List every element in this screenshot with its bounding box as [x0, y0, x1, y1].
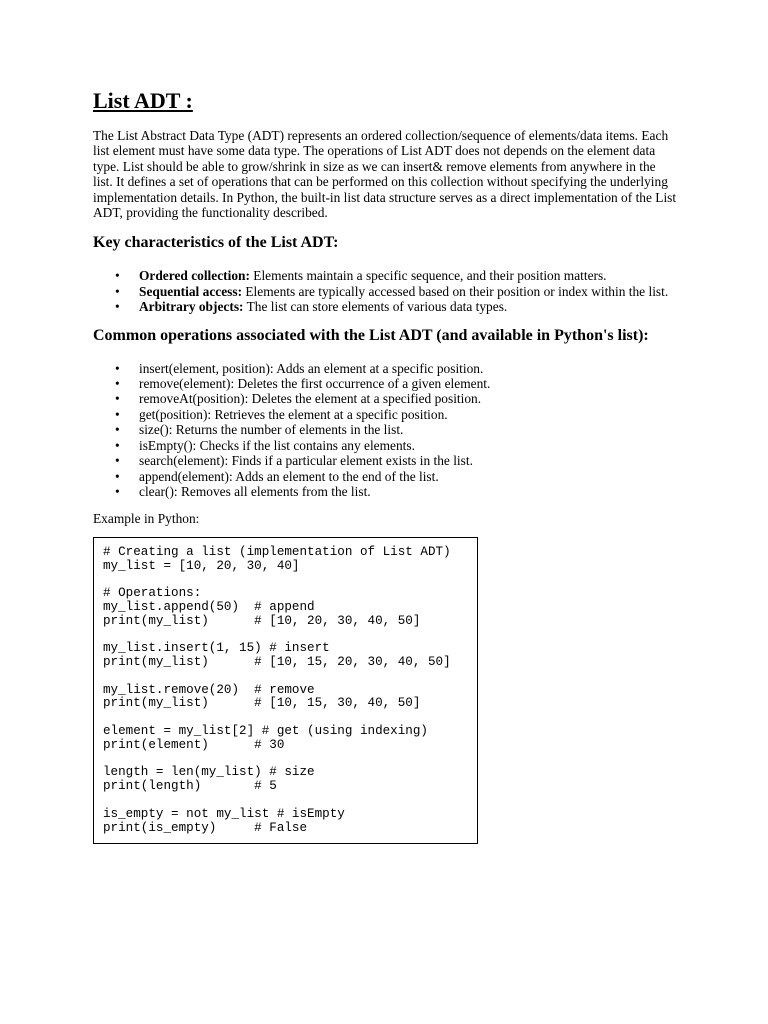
code-line: # Operations: — [103, 586, 202, 601]
characteristics-list — [93, 268, 678, 314]
code-line — [103, 794, 477, 808]
code-line: element = my_list[2] # get (using indexing) — [103, 724, 428, 739]
code-line — [103, 753, 477, 767]
operation-item — [115, 422, 678, 438]
bullet-icon: • — [115, 268, 120, 284]
characteristics-heading: Key characteristics of the List ADT: — [93, 234, 339, 252]
characteristic-term: Sequential access: — [139, 283, 243, 299]
code-line: print(is_empty) # False — [103, 820, 308, 835]
operation-text: append(element): Adds an element to the end of the list. — [139, 468, 439, 484]
bullet-icon: • — [115, 453, 120, 469]
code-line: length = len(my_list) # size — [103, 765, 315, 780]
operation-item — [115, 360, 678, 376]
characteristic-term: Arbitrary objects: — [139, 299, 244, 315]
operation-item — [115, 437, 678, 453]
operation-text: get(position): Retrieves the element at a specific position. — [139, 406, 448, 422]
code-line — [103, 629, 477, 643]
bullet-icon: • — [115, 483, 120, 499]
characteristic-item — [115, 299, 678, 315]
code-line — [103, 573, 477, 587]
operation-text: isEmpty(): Checks if the list contains any elements. — [139, 437, 415, 453]
code-line: my_list.remove(20) # remove — [103, 682, 315, 697]
bullet-icon: • — [115, 376, 120, 392]
intro-paragraph: The List Abstract Data Type (ADT) represents an ordered collection/sequence of elements/data items. Each list element must have some data type. The operations of List ADT does not depends on the element data type. List should be able to grow/shrink in size as we can insert& remove elements from anywhere in the list. It defines a set of operations that can be performed on this collection without specifying the underlying implementation details. In Python, the built-in list data structure serves as a direct implementation of the List ADT, providing the functionality described. — [93, 128, 677, 221]
code-line — [103, 711, 477, 725]
code-line: print(my_list) # [10, 20, 30, 40, 50] — [103, 613, 421, 628]
operation-item — [115, 406, 678, 422]
code-line: print(my_list) # [10, 15, 20, 30, 40, 50] — [103, 655, 451, 670]
operation-text: removeAt(position): Deletes the element at a specified position. — [139, 391, 482, 407]
operations-heading: Common operations associated with the List ADT (and available in Python's list): — [93, 326, 649, 344]
bullet-icon: • — [115, 422, 120, 438]
code-line: is_empty = not my_list # isEmpty — [103, 806, 345, 821]
operation-item — [115, 376, 678, 392]
bullet-icon: • — [115, 283, 120, 299]
operation-item — [115, 468, 678, 484]
bullet-icon: • — [115, 299, 120, 315]
bullet-icon: • — [115, 437, 120, 453]
code-line: # Creating a list (implementation of List ADT) — [103, 544, 451, 559]
characteristic-item — [115, 268, 678, 284]
code-line: print(length) # 5 — [103, 779, 277, 794]
code-line: my_list = [10, 20, 30, 40] — [103, 558, 300, 573]
code-block — [93, 537, 478, 845]
operation-item — [115, 391, 678, 407]
operation-text: remove(element): Deletes the first occurrence of a given element. — [139, 376, 491, 392]
operation-text: insert(element, position): Adds an element at a specific position. — [139, 360, 484, 376]
code-line: print(element) # 30 — [103, 737, 285, 752]
bullet-icon: • — [115, 468, 120, 484]
page-title: List ADT : — [93, 88, 193, 113]
characteristic-item — [115, 283, 678, 299]
example-label: Example in Python: — [93, 511, 200, 527]
operation-item — [115, 483, 678, 499]
code-line — [103, 670, 477, 684]
operation-text: search(element): Finds if a particular element exists in the list. — [139, 453, 473, 469]
operation-item — [115, 453, 678, 469]
bullet-icon: • — [115, 406, 120, 422]
document-page — [93, 88, 678, 844]
code-line: my_list.insert(1, 15) # insert — [103, 641, 330, 656]
bullet-icon: • — [115, 391, 120, 407]
characteristic-text: Elements maintain a specific sequence, and their position matters. — [249, 268, 607, 284]
code-line: my_list.append(50) # append — [103, 599, 315, 614]
operations-list — [93, 361, 678, 500]
code-line: print(my_list) # [10, 15, 30, 40, 50] — [103, 696, 421, 711]
characteristic-text: Elements are typically accessed based on their position or index within the list. — [242, 283, 669, 299]
characteristic-term: Ordered collection: — [139, 268, 250, 284]
bullet-icon: • — [115, 360, 120, 376]
operation-text: clear(): Removes all elements from the list. — [139, 483, 371, 499]
characteristic-text: The list can store elements of various data types. — [243, 299, 508, 315]
operation-text: size(): Returns the number of elements in the list. — [139, 422, 404, 438]
